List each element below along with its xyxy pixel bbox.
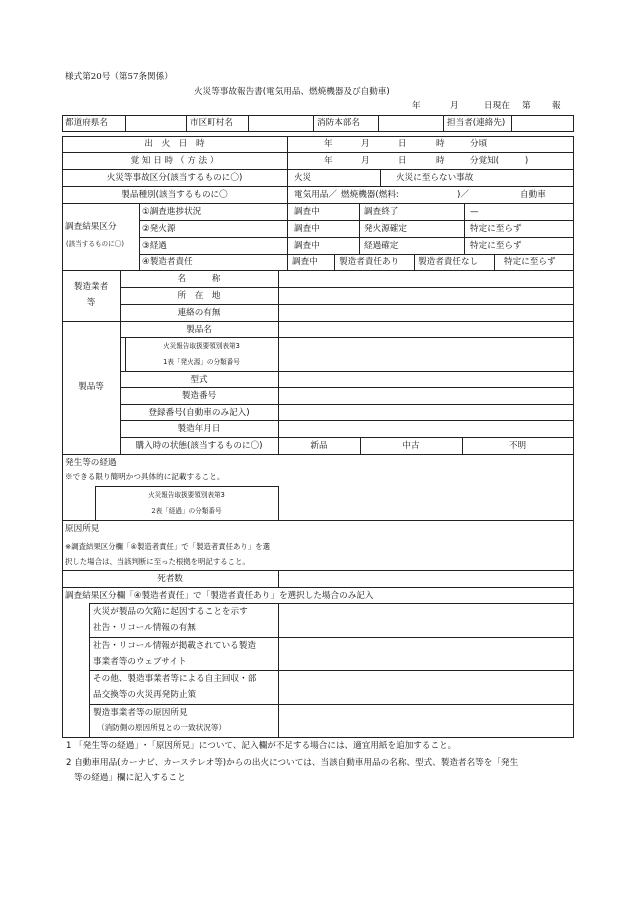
- fire-dept-label: 消防本部名: [317, 118, 360, 128]
- recall-site-line1: 社告・リコール情報が掲載されている製造: [93, 641, 256, 651]
- inv-row3-c3[interactable]: 特定に至らず: [470, 241, 522, 251]
- inv-row4-c1[interactable]: 調査中: [292, 257, 318, 267]
- header-day-current: 日現在: [484, 101, 510, 111]
- progress-field[interactable]: [280, 456, 572, 519]
- inv-row2-c1[interactable]: 調査中: [294, 224, 320, 234]
- casualties-field[interactable]: [280, 571, 572, 586]
- product-class-line2: 1表「発火源」の分類番号: [163, 358, 240, 366]
- progress-note: ※できる限り簡明かつ具体的に記載すること。: [65, 472, 225, 481]
- cause-label: 原因所見: [65, 524, 100, 534]
- product-type-combustion[interactable]: 燃焼機器(燃料:: [341, 190, 399, 200]
- recall-info-line1: 火災が製品の欠陥に起因することを示す: [93, 607, 248, 617]
- inv-row2-c2[interactable]: 発火源確定: [364, 224, 407, 234]
- cause-field[interactable]: [290, 522, 572, 569]
- inv-row3-item: ③経過: [142, 241, 167, 251]
- manufacturer-contact-label: 連絡の有無: [177, 308, 221, 318]
- recall-site-line2: 事業者等のウェブサイト: [93, 657, 187, 667]
- footnote-2-line2: 等の経過」欄に記入すること: [74, 773, 186, 783]
- fire-dept-field[interactable]: [379, 116, 442, 130]
- inv-row4-c3[interactable]: 製造者責任なし: [418, 257, 479, 267]
- progress-label: 発生等の経過: [65, 458, 117, 468]
- progress-class-line2: 2表「経過」の分類番号: [151, 507, 222, 515]
- product-date-label: 製造年月日: [177, 424, 221, 434]
- header-month: 月: [450, 101, 459, 111]
- outbreak-minute: 分頃: [470, 139, 488, 149]
- recognition-year: 年: [324, 156, 333, 166]
- recognition-minute: 分覚知( ): [470, 156, 529, 166]
- header-year: 年: [412, 101, 421, 111]
- inv-row4-c2[interactable]: 製造者責任あり: [339, 257, 400, 267]
- outbreak-hour: 時: [436, 139, 445, 149]
- purchase-state-label: 購入時の状態(該当するものに〇): [135, 441, 263, 451]
- inv-row4-c4[interactable]: 特定に至らず: [504, 257, 556, 267]
- inv-row2-item: ②発火源: [142, 224, 176, 234]
- inv-row1-c2[interactable]: 調査終了: [364, 207, 399, 217]
- prefecture-label: 都道府県名: [65, 118, 108, 128]
- casualties-label: 死者数: [157, 574, 183, 584]
- product-type-close: )／: [457, 190, 469, 200]
- inv-row4-item: ④製造者責任: [142, 257, 193, 267]
- accident-option-non-fire[interactable]: 火災に至らない事故: [396, 173, 474, 183]
- header-report: 報: [552, 101, 561, 111]
- form-title: 火災等事故報告書(電気用品、燃焼機器及び自動車): [194, 87, 390, 97]
- prefecture-field[interactable]: [126, 116, 185, 130]
- footnote-2-line1: 2 自動車用品(カーナビ、カーステレオ等)からの出火については、当該自動車用品の名称、型式、製造者名等を「発生: [66, 758, 519, 768]
- accident-option-fire[interactable]: 火災: [294, 173, 312, 183]
- cause-note-line2: 択した場合は、当該判断に至った根拠を明記すること。: [65, 557, 250, 566]
- investigation-sublabel: (該当するものに〇): [66, 240, 124, 248]
- inv-row1-item: ①調査進捗状況: [142, 207, 202, 217]
- manufacturer-address-label: 所 在 地: [177, 291, 221, 301]
- manufacturer-label: 製造業者: [73, 282, 109, 292]
- outbreak-year: 年: [324, 139, 333, 149]
- recall-info-line2: 社告・リコール情報の有無: [93, 623, 196, 633]
- inv-row1-c3: —: [470, 207, 479, 217]
- footnote-1: 1 「発生等の経過」･「原因所見」について、記入欄が不足する場合には、適宜用紙を追加すること。: [66, 741, 457, 751]
- maker-cause-line2: （消防側の原因所見との一致状況等）: [97, 723, 227, 732]
- outbreak-day: 日: [398, 139, 407, 149]
- product-class-line1: 火災報告取扱要領別表第3: [163, 342, 240, 350]
- recognition-datetime-label: 覚 知 日 時 （ 方 法 ）: [130, 156, 219, 166]
- outbreak-datetime-label: 出 火 日 時: [144, 139, 205, 149]
- inv-row2-c3[interactable]: 特定に至らず: [470, 224, 522, 234]
- recognition-day: 日: [398, 156, 407, 166]
- accident-class-label: 火災等事故区分(該当するものに〇): [106, 173, 243, 183]
- recognition-hour: 時: [436, 156, 445, 166]
- outbreak-month: 月: [361, 139, 370, 149]
- progress-class-line1: 火災報告取扱要領別表第3: [148, 491, 225, 499]
- prevention-line2: 品交換等の火災再発防止策: [93, 690, 197, 700]
- person-in-charge-field[interactable]: [512, 116, 572, 130]
- product-type-car[interactable]: 自動車: [520, 190, 546, 200]
- inv-row3-c2[interactable]: 経過確定: [364, 241, 399, 251]
- person-in-charge-label: 担当者(連絡先): [447, 118, 506, 128]
- product-label: 製品等: [78, 382, 104, 392]
- purchase-option-unknown[interactable]: 不明: [508, 441, 527, 451]
- manufacturer-label-suffix: 等: [86, 298, 96, 308]
- product-type-electric[interactable]: 電気用品／: [294, 190, 337, 200]
- recognition-month: 月: [361, 156, 370, 166]
- purchase-option-used[interactable]: 中古: [402, 441, 420, 451]
- investigation-label: 調査結果区分: [65, 222, 117, 232]
- inv-row3-c1[interactable]: 調査中: [294, 241, 320, 251]
- product-name-label: 製品名: [186, 325, 212, 335]
- purchase-option-new[interactable]: 新品: [310, 441, 328, 451]
- only-if-label: 調査結果区分欄「④製造者責任」で「製造者責任あり」を選択した場合のみ記入: [65, 591, 374, 601]
- manufacturer-name-label: 名 称: [177, 274, 221, 284]
- product-serial-label: 製造番号: [181, 391, 217, 401]
- inv-row1-c1[interactable]: 調査中: [294, 207, 320, 217]
- product-model-label: 型式: [190, 375, 208, 385]
- city-field[interactable]: [249, 116, 312, 130]
- maker-cause-line1: 製造事業者等の原因所見: [93, 708, 188, 718]
- city-label: 市区町村名: [190, 118, 233, 128]
- prevention-line1: その他、製造事業者等による自主回収・部: [93, 674, 257, 684]
- product-registration-label: 登録番号(自動車のみ記入): [148, 408, 250, 418]
- header-no-prefix: 第: [522, 101, 531, 111]
- cause-note-line1: ※調査結果区分欄「④製造者責任」で「製造者責任あり」を選: [65, 542, 270, 551]
- product-type-label: 製品種別(該当するものに〇: [121, 190, 228, 200]
- form-number: 様式第20号（第57条関係）: [65, 72, 173, 82]
